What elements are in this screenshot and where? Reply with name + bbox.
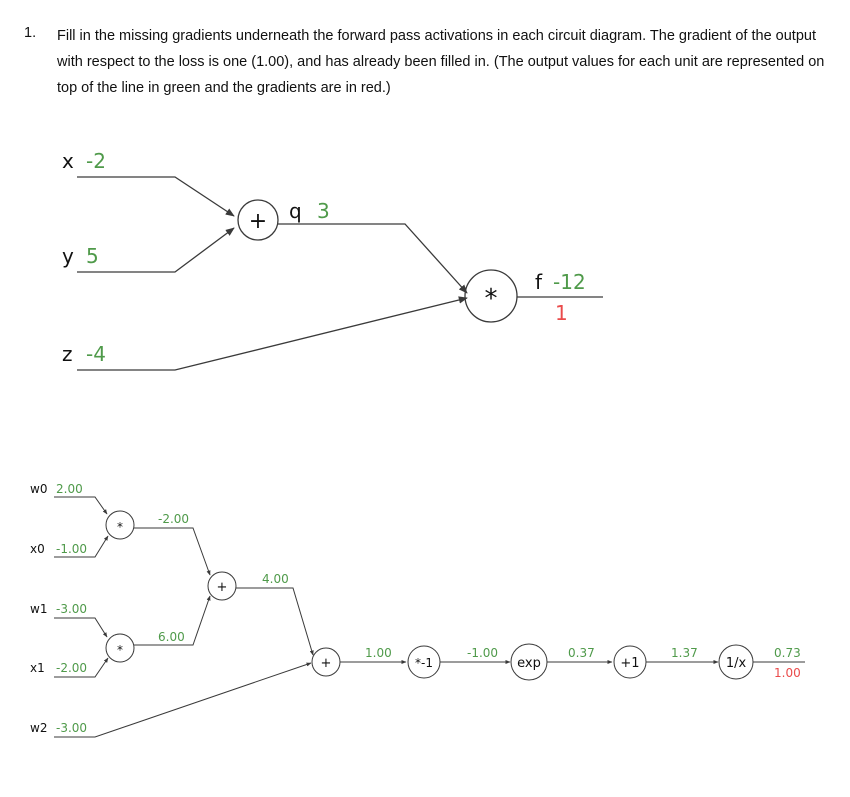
f-value: -12 <box>553 270 586 294</box>
wire-w1 <box>54 618 107 637</box>
circuit-2-labels <box>30 482 801 735</box>
input-w2-value: -3.00 <box>56 721 88 735</box>
mul-node-2-symbol: * <box>117 643 123 657</box>
circuit-2 <box>54 497 805 737</box>
neg-node-value: -1.00 <box>467 646 499 660</box>
mul-node-1-value: -2.00 <box>158 512 190 526</box>
wire-w2 <box>54 663 311 737</box>
input-x-value: -2 <box>86 149 106 173</box>
add-node-2-value: 1.00 <box>365 646 392 660</box>
exp-node-symbol: exp <box>517 656 541 671</box>
question-number: 1. <box>24 25 37 41</box>
input-x1-value: -2.00 <box>56 661 88 675</box>
wire-z-to-mul <box>77 298 467 370</box>
f-name: f <box>535 270 543 294</box>
f-gradient: 1 <box>555 301 568 325</box>
q-value: 3 <box>317 199 330 223</box>
input-x1-name: x1 <box>30 661 45 675</box>
input-w0-name: w0 <box>30 482 48 496</box>
mul-node-2-value: 6.00 <box>158 630 185 644</box>
input-y-name: y <box>62 244 74 268</box>
add-node-1-value: 4.00 <box>262 572 289 586</box>
output-gradient: 1.00 <box>774 666 801 680</box>
input-z-value: -4 <box>86 342 106 366</box>
input-x-name: x <box>62 149 74 173</box>
wire-q-to-mul <box>278 224 467 293</box>
input-w1-name: w1 <box>30 602 48 616</box>
add-node-2-symbol: + <box>320 656 332 671</box>
input-y-value: 5 <box>86 244 99 268</box>
plus-one-node-symbol: +1 <box>620 656 640 671</box>
question-text: Fill in the missing gradients underneath the forward pass activations in each circuit diagram. The gradient of the output with respect to the loss is one (1.00), and has already been filled in. (The output values for each unit are represented on top of the line in green and the gradients are in red.) <box>57 28 825 96</box>
circuit-1 <box>77 177 603 370</box>
neg-node-symbol: *-1 <box>415 656 433 670</box>
reciprocal-node-symbol: 1/x <box>725 656 747 671</box>
mul-node-symbol: * <box>484 284 498 314</box>
wire-mul1-out <box>134 528 210 575</box>
add-node-symbol: + <box>248 209 268 234</box>
input-x0-name: x0 <box>30 542 45 556</box>
wire-add1-out <box>236 588 313 655</box>
plus-one-node-value: 1.37 <box>671 646 698 660</box>
q-name: q <box>289 199 302 223</box>
add-node-1-symbol: + <box>216 580 228 595</box>
input-z-name: z <box>62 342 73 366</box>
input-w2-name: w2 <box>30 721 48 735</box>
input-w0-value: 2.00 <box>56 482 83 496</box>
wire-x-to-add <box>77 177 234 216</box>
input-x0-value: -1.00 <box>56 542 88 556</box>
wire-y-to-add <box>77 228 234 272</box>
exp-node-value: 0.37 <box>568 646 595 660</box>
output-value: 0.73 <box>774 646 801 660</box>
wire-w0 <box>54 497 107 514</box>
input-w1-value: -3.00 <box>56 602 88 616</box>
mul-node-1-symbol: * <box>117 520 123 534</box>
